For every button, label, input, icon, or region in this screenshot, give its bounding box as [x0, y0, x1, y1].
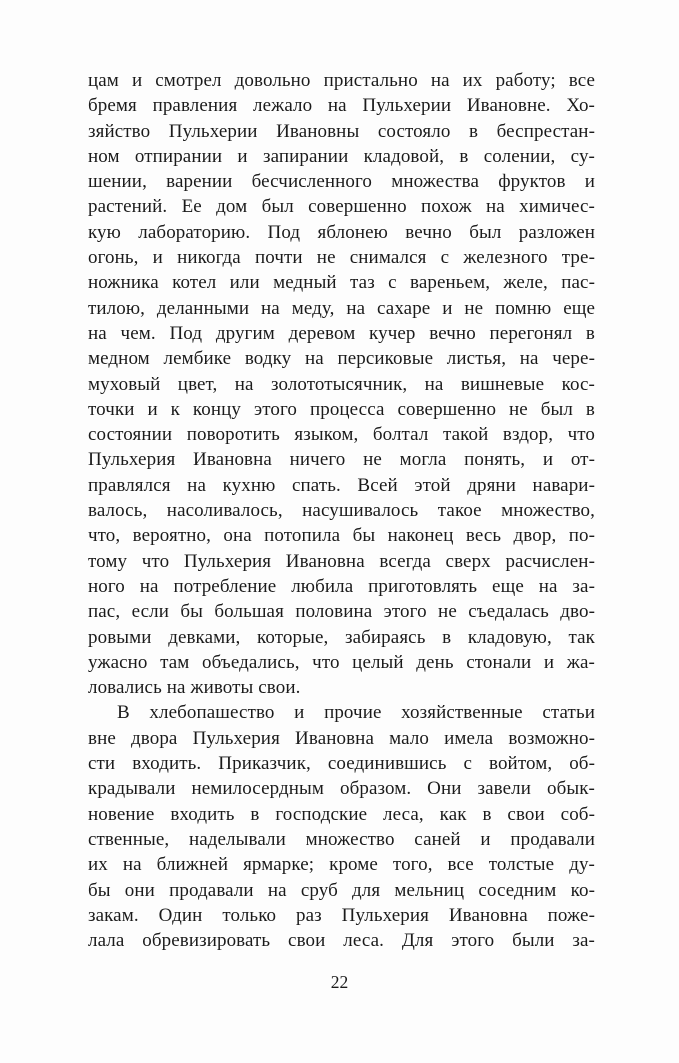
text-line: лала обревизировать свои леса. Для этого были за- [88, 930, 595, 952]
paragraph [88, 68, 595, 700]
text-line: зяйство Пульхерии Ивановны состояло в беспрестан- [88, 120, 595, 142]
text-line: кую лабораторию. Под яблонею вечно был разложен [88, 221, 595, 243]
text-line: точки и к концу этого процесса совершенно не был в [88, 398, 595, 420]
text-line: ственные, наделывали множество саней и продавали [88, 828, 595, 850]
text-line: Пульхерия Ивановна ничего не могла понять, и от- [88, 449, 595, 471]
body-text [88, 68, 595, 953]
text-line: ужасно там объедались, что целый день стонали и жа- [88, 651, 595, 673]
text-line: цам и смотрел довольно пристально на их работу; все [88, 70, 595, 91]
text-line: валось, насоливалось, насушивалось такое множество, [88, 500, 595, 522]
text-line: тилою, деланными на меду, на сахаре и не помню еще [88, 297, 595, 319]
text-line: огонь, и никогда почти не снимался с железного тре- [88, 247, 595, 269]
text-line: закам. Один только раз Пульхерия Ивановна поже- [88, 904, 595, 926]
text-line: В хлебопашество и прочие хозяйственные статьи [117, 702, 595, 724]
text-line: вне двора Пульхерия Ивановна мало имела возможно- [88, 727, 595, 749]
text-line: бремя правления лежало на Пульхерии Ивановне. Хо- [88, 95, 595, 117]
paragraph [88, 700, 595, 953]
text-line: что, вероятно, она потопила бы наконец весь двор, по- [88, 525, 595, 547]
text-line: новение входить в господские леса, как в свои соб- [88, 803, 595, 825]
text-line: ловались на животы свои. [88, 677, 301, 699]
text-line: тому что Пульхерия Ивановна всегда сверх расчислен- [88, 550, 595, 572]
text-line: медном лембике водку на персиковые листья, на чере- [88, 348, 595, 370]
text-line: муховый цвет, на золототысячник, на вишневые кос- [88, 373, 595, 395]
text-line: ного на потребление любила приготовлять еще на за- [88, 575, 595, 597]
text-line: пас, если бы большая половина этого не съедалась дво- [88, 601, 595, 623]
text-line: бы они продавали на сруб для мельниц соседним ко- [88, 879, 595, 901]
text-line: ном отпирании и запирании кладовой, в солении, су- [88, 145, 595, 167]
text-line: правлялся на кухню спать. Всей этой дряни навари- [88, 474, 595, 496]
text-line: шении, варении бесчисленного множества фруктов и [88, 171, 595, 193]
page-number: 22 [330, 972, 349, 992]
text-line: крадывали немилосердным образом. Они завели обык- [88, 778, 595, 800]
text-line: растений. Ее дом был совершенно похож на химичес- [88, 196, 595, 218]
text-line: ровыми девками, которые, забираясь в кладовую, так [88, 626, 595, 648]
text-line: их на ближней ярмарке; кроме того, все толстые ду- [88, 854, 595, 876]
text-line: на чем. Под другим деревом кучер вечно перегонял в [88, 322, 595, 344]
text-line: сти входить. Приказчик, соединившись с войтом, об- [88, 753, 595, 775]
text-line: ножника котел или медный таз с вареньем, желе, пас- [88, 272, 595, 294]
text-line: состоянии поворотить языком, болтал такой вздор, что [88, 424, 595, 446]
